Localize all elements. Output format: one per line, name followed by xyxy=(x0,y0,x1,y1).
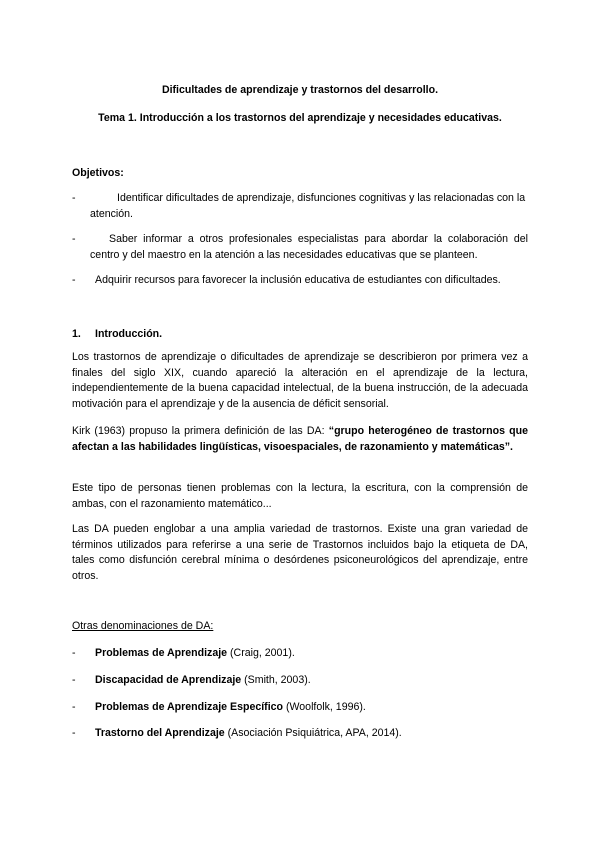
objective-item xyxy=(72,273,528,289)
objective-item xyxy=(72,191,528,222)
document-title: Dificultades de aprendizaje y trastornos del desarrollo. xyxy=(161,84,439,96)
objective-item xyxy=(72,232,528,263)
denomination-term: Problemas de Aprendizaje xyxy=(95,647,228,659)
bullet-dash: - xyxy=(72,192,76,204)
objectives-heading: Objetivos: xyxy=(72,167,124,179)
bullet-dash: - xyxy=(72,274,76,286)
bullet-dash: - xyxy=(72,727,76,739)
denomination-term: Discapacidad de Aprendizaje xyxy=(95,674,242,686)
objective-text: Identificar dificultades de aprendizaje, disfunciones cognitivas y las relacionadas con la atención. xyxy=(90,192,526,220)
document-subtitle: Tema 1. Introducción a los trastornos del aprendizaje y necesidades educativas. xyxy=(98,112,502,124)
paragraph: Este tipo de personas tienen problemas con la lectura, la escritura, con la comprensión de ambas, con el razonamiento matemático... xyxy=(72,482,528,510)
denomination-source: (Asociación Psiquiátrica, APA, 2014). xyxy=(224,727,402,739)
denomination-source: (Smith, 2003). xyxy=(241,674,311,686)
definition-intro: Kirk (1963) propuso la primera definición de las DA: xyxy=(72,425,329,437)
denomination-source: (Woolfolk, 1996). xyxy=(283,701,366,713)
denomination-source: (Craig, 2001). xyxy=(227,647,295,659)
paragraph: Las DA pueden englobar a una amplia variedad de trastornos. Existe una gran variedad de términos utilizados para referirse a una serie de Trastornos incluidos bajo la etiqueta de DA, tales como disfunción cerebral mínima o desórdenes psiconeurológicos del aprendizaje, entre otros. xyxy=(72,523,528,582)
objective-text: Saber informar a otros profesionales especialistas para abordar la colaboración del centro y del maestro en la atención a las necesidades educativas que se planteen. xyxy=(90,233,528,261)
denomination-term: Problemas de Aprendizaje Específico xyxy=(95,701,284,713)
bullet-dash: - xyxy=(72,674,76,686)
section-heading xyxy=(72,327,528,343)
bullet-dash: - xyxy=(72,701,76,713)
definition-quote: “grupo heterogéneo de trastornos que afectan a las habilidades lingüísticas, visoespaciales, de razonamiento y matemáticas”. xyxy=(72,425,528,453)
paragraph-definition xyxy=(72,424,528,455)
section-title: Introducción. xyxy=(95,328,163,340)
denomination-term: Trastorno del Aprendizaje xyxy=(95,727,225,739)
bullet-dash: - xyxy=(72,647,76,659)
paragraph: Los trastornos de aprendizaje o dificultades de aprendizaje se describieron por primera vez a finales del siglo XIX, cuando apareció la alteración en el aprendizaje de la lectura, independientemente de la buena capacidad intelectual, de la buena instrucción, de la adecuada motivación para el aprendizaje y de la ausencia de déficit sensorial. xyxy=(72,351,528,410)
bullet-dash: - xyxy=(72,233,76,245)
objective-text: Adquirir recursos para favorecer la inclusión educativa de estudiantes con dificultades. xyxy=(95,274,501,286)
denominations-heading: Otras denominaciones de DA: xyxy=(72,620,214,632)
section-number: 1. xyxy=(72,328,81,340)
